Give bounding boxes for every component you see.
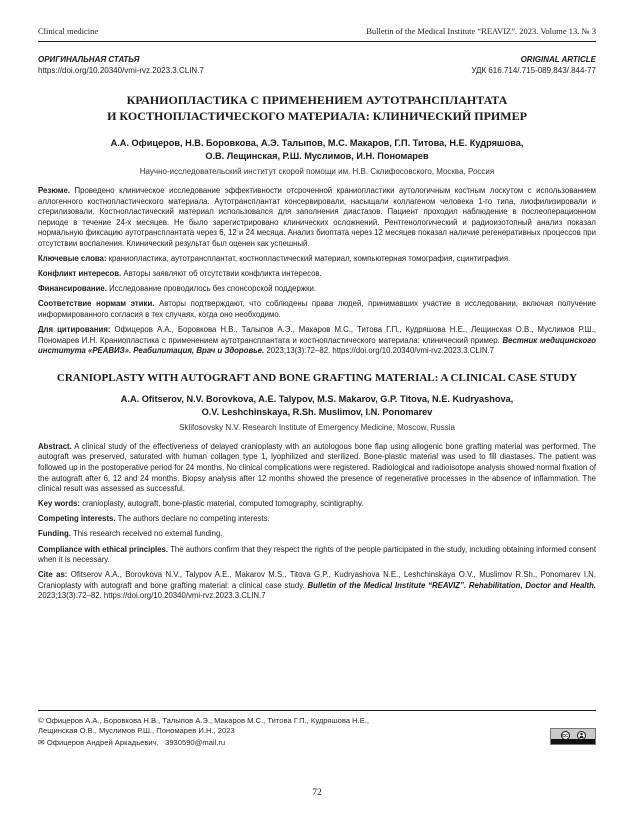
funding-en: Funding. This research received no external funding. <box>38 529 223 539</box>
footer-rule <box>38 710 596 711</box>
citation-ru: Для цитирования: Офицеров А.А., Боровкова Н.В., Талыпов А.Э., Макаров М.С., Титова Г.П., Кудряшова Н.Е., Лещинская О.В., Муслимов Р.Ш., Пономарев И.Н. Краниопластика с применением аутотрансплантата и костнопластического материала: клинический пример. Вестник медицинского института «РЕАВИЗ». Реабилитация, Врач и Здоровье. 2023;13(3):72–82. https://doi.org/10.20340/vmi-rvz.2023.3.CLIN.7 <box>38 325 597 356</box>
abstract-ru: Резюме. Проведено клиническое исследование эффективности отсроченной краниопластики аутологичным костным лоскутом с использованием аллогенного костнопластического материала. Аутотрансплантат консервировали, насыщали коллагеном человека 1-го типа, лиофилизировали и стерилизовали. Костнопластический материал использовался для заполнения диастазов. Пациент проходил наблюдение в послеоперационном периоде в течение 24-х месяцев. Не было зарегистрировано клинических осложнений. Рентгенологический и радиоизотопный анализ показал нормальную фиксацию аутотрансплантата через 6, 12 и 24 месяца. Анализ биоптата через 12 месяцев показал наличие регенеративных процессов при отсутствии воспаления. Клинический результат был оценен как успешный. <box>38 186 596 248</box>
corresponding-author-name: Офицеров Андрей Аркадьевич, <box>46 738 159 747</box>
running-head <box>38 26 596 36</box>
copyright-block <box>38 716 369 748</box>
authors-ru <box>38 137 596 163</box>
affiliation-ru: Научно-исследовательский институт скорой помощи им. Н.В. Склифосовского, Москва, Россия <box>139 167 495 176</box>
abstract-block-ru <box>38 186 596 357</box>
authors-en <box>38 393 596 419</box>
cc-by-person-icon <box>577 731 586 740</box>
authors-ru-line2: О.В. Лещинская, Р.Ш. Муслимов, И.Н. Пономарев <box>205 151 429 161</box>
authors-en-line2: O.V. Leshchinskaya, R.Sh. Muslimov, I.N. Ponomarev <box>201 406 433 417</box>
conflict-ru: Конфликт интересов. Авторы заявляют об отсутствии конфликта интересов. <box>38 269 322 279</box>
corresponding-author <box>38 738 369 748</box>
udk-code: УДК 616.714/.715-089.843/.844-77 <box>471 66 596 75</box>
authors-en-line1: A.A. Ofitserov, N.V. Borovkova, A.E. Talypov, M.S. Makarov, G.P. Titova, N.E. Kudryashova, <box>120 393 514 404</box>
cc-icon: CC <box>562 732 568 738</box>
ethics-ru: Соответствие нормам этики. Авторы подтверждают, что соблюдены права людей, принимавших участие в исследовании, включая получение информированного согласия в тех случаях, когда оно необходимо. <box>38 299 597 319</box>
corresponding-author-email[interactable]: 3930590@mail.ru <box>165 738 226 747</box>
citation-en: Cite as: Ofitserov A.A., Borovkova N.V., Talypov A.E., Makarov M.S., Titova G.P., Kudryashova N.E., Leshchinskaya O.V., Muslimov R.Sh., Ponomarev I.N. Cranioplasty with autograft and bone grafting material: a clinical case study. Bulletin of the Medical Institute “REAVIZ”. Rehabilitation, Doctor and Health. 2023;13(3):72–82. https://doi.org/10.20340/vmi-rvz.2023.3.CLIN.7 <box>38 570 597 601</box>
copyright-line2: Лещинская О.В., Муслимов Р.Ш., Пономарев И.Н., 2023 <box>38 726 235 735</box>
abstract-block-en <box>38 442 596 602</box>
keywords-ru: Ключевые слова: краниопластика, аутотрансплантат, костнопластический материал, компьютерная томография, сцинтиграфия. <box>38 254 511 264</box>
header-rule <box>38 41 596 42</box>
article-meta-left <box>38 54 204 76</box>
funding-ru: Финансирование. Исследование проводилось без спонсорской поддержки. <box>38 284 317 294</box>
article-meta-right <box>471 54 596 76</box>
authors-ru-line1: А.А. Офицеров, Н.В. Боровкова, А.Э. Талыпов, М.С. Макаров, Г.П. Титова, Н.Е. Кудряшова, <box>110 138 524 148</box>
running-head-section: Clinical medicine <box>38 26 99 36</box>
doi-link[interactable]: https://doi.org/10.20340/vmi-rvz.2023.3.CLIN.7 <box>38 66 204 75</box>
conflict-en: Competing interests. The authors declare no competing interests. <box>38 514 270 524</box>
copyright-line1: © Офицеров А.А., Боровкова Н.В., Талыпов А.Э., Макаров М.С., Титова Г.П., Кудряшова Н.Е., <box>38 716 370 725</box>
ethics-en: Compliance with ethical principles. The authors confirm that they respect the rights of the people participated in the study, including obtaining informed consent when it is necessary. <box>38 544 596 565</box>
page-footer <box>38 710 596 748</box>
running-head-journal: Bulletin of the Medical Institute “REAVIZ”. 2023. Volume 13. № 3 <box>366 26 596 36</box>
abstract-en: Abstract. A clinical study of the effectiveness of delayed cranioplasty with an autologous bone flap using allogenic bone grafting material was performed. The autograft was preserved, saturated with human collagen type 1, lyophilized and sterilized. Bone-plastic material was used to fill diastases. The patient was followed up in the postoperative period for 24 months. No clinical complications were registered. Radiological and radioisotope analysis showed normal fixation of the autograft after 6, 12 and 24 months. Biopsy analysis after 12 months showed the presence of regenerative processes in the absence of inflammation. The clinical result was assessed as successful. <box>38 441 596 494</box>
page-number: 72 <box>312 788 322 798</box>
cc-by-license-badge[interactable] <box>550 728 596 745</box>
article-meta <box>38 54 596 76</box>
affiliation-en: Sklifosovsky N.V. Research Institute of Emergency Medicine, Moscow, Russia <box>179 422 455 432</box>
article-type-en: ORIGINAL ARTICLE <box>520 55 596 64</box>
article-title-ru-line1: КРАНИОПЛАСТИКА С ПРИМЕНЕНИЕМ АУТОТРАНСПЛАНТАТА <box>126 93 508 107</box>
keywords-en: Key words: cranioplasty, autograft, bone-plastic material, computed tomography, scintigraphy. <box>38 499 364 509</box>
article-title-ru-line2: И КОСТНОПЛАСТИЧЕСКОГО МАТЕРИАЛА: КЛИНИЧЕСКИЙ ПРИМЕР <box>107 108 527 123</box>
article-type-ru: ОРИГИНАЛЬНАЯ СТАТЬЯ <box>38 55 140 64</box>
article-title-en: CRANIOPLASTY WITH AUTOGRAFT AND BONE GRAFTING MATERIAL: A CLINICAL CASE STUDY <box>56 371 578 384</box>
article-title-ru <box>38 93 596 124</box>
footer-columns <box>38 716 596 748</box>
envelope-icon: ✉ <box>38 738 45 747</box>
